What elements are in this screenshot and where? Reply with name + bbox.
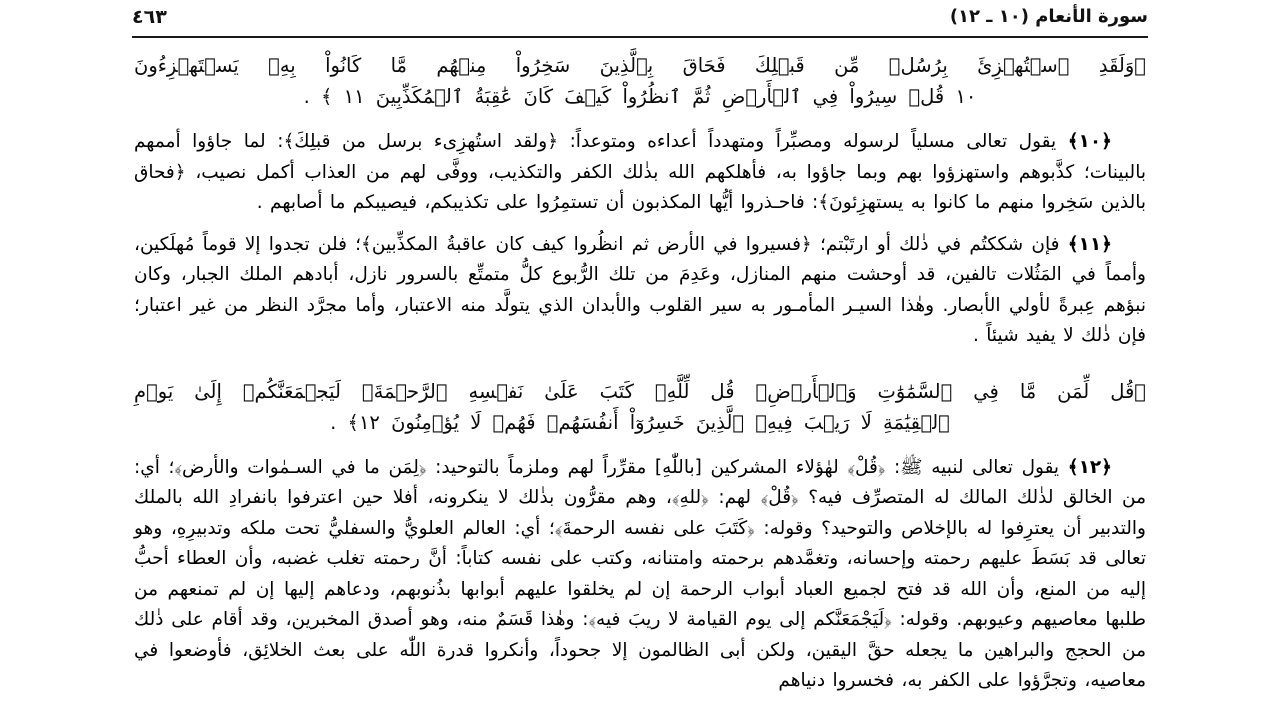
- block-spacer: [134, 354, 1146, 372]
- commentary-paragraph-verse-12: [134, 453, 1146, 697]
- paragraph-line: على بعث الخلائِق، فأوضعوا في معاصيه، وتجرَّؤوا على الكفر به، فخسروا دنياهم: [134, 639, 1146, 691]
- quran-line: ١٠ قُلۡ سِيرُواْ فِي ٱلۡأَرۡضِ ثُمَّ ٱنظُرُواْ كَيۡفَ كَانَ عَٰقِبَةُ ٱلۡمُكَذِّبِينَ ١١ ﴾ .: [303, 85, 977, 108]
- quran-quotation-block-2: [134, 376, 1146, 438]
- paragraph-line: لجميع العباد أبواب الرحمة إن لم يخلقوا عليهم أبوابها بذُنوبهم، ودعاهم إليها إن: [255, 578, 887, 600]
- paragraph-line: الملك الجبار، وكان نبؤهم عِبرةً لأولي الأبصار. وهٰذا السيـر المأمـور به سير: [134, 264, 1146, 316]
- block-spacer: [134, 444, 1146, 453]
- header-rule: [132, 36, 1148, 38]
- paragraph-line: والبراهين ما يجعله حقَّ اليقين، ولكن أبى الظالمون إلا جحوداً، وأنكروا قدرة اللّٰه: [399, 639, 1055, 661]
- running-head-surah-title: سورة الأنعام (١٠ ـ ١٢): [949, 6, 1148, 27]
- paragraph-line: نصيب، ﴿فحاق بالذين سَخِروا منهم ما كانوا به يستهزِئونَ﴾: فاحـذروا أيُّها: [134, 161, 1146, 213]
- paragraph-line: القلوب والأبدان الذي يتولَّد منه الاعتبار، وأما مجرَّد النظر من غير اعتبار؛ فإن: [134, 294, 1146, 346]
- paragraph-line: كان عاقبةُ المكذِّبين﴾؛ فلن تجدوا إلا قوماً مُهلَكين، وأمماً في المَثُلات تالفين، قد: [134, 233, 1146, 285]
- verse-marker-10: ﴿١٠﴾: [1067, 131, 1112, 152]
- quran-line: ﴿قُل لِّمَن مَّا فِي ٱلسَّمَٰوَٰتِ وَٱلۡأَرۡضِۖ قُل لِّلَّهِۚ كَتَبَ عَلَىٰ نَفۡسِهِ ٱلرَّحۡمَةَۚ لَيَجۡمَعَنَّكُمۡ إِلَىٰ يَوۡمِ: [134, 379, 1146, 403]
- verse-marker-11: ﴿١١﴾: [1067, 233, 1112, 255]
- quran-line: ٱلۡقِيَٰمَةِ لَا رَيۡبَ فِيهِۚ ٱلَّذِينَ خَسِرُوٓاْ أَنفُسَهُمۡ فَهُمۡ لَا يُؤۡمِنُونَ ١٢﴾ .: [330, 410, 950, 434]
- paragraph-line: كتاباً: أنَّ رحمته تغلب غضبه، وأن العطاء أحبُّ إليه من المنع، وأن الله قد فتح: [134, 548, 1146, 600]
- running-head: [132, 8, 1148, 38]
- commentary-paragraph-verse-11: [134, 230, 1146, 352]
- paragraph-line: أوحشت منهم المنازل، وعَدِمَ من تلك الرُّبوع كلُّ متمتِّع بالسرور نازل، أبادهم: [292, 264, 907, 285]
- paragraph-line: يقول تعالى مسلياً لرسوله ومصبِّراً ومتهدداً أعداءه ومتوعداً: ﴿ولقد: [513, 131, 1057, 152]
- paragraph-line: اعترفوا بانفرادِ الله بالملك والتدبير أن يعترِفوا له بالإخلاص والتوحيد؟ وقوله:: [134, 487, 1146, 539]
- paragraph-line: يقول تعالى لنبيه ﷺ: ﴿قُلْ﴾ لهٰؤلاء المشركين [باللّٰهِ] مقرِّراً لهم وملزماً: [508, 456, 1060, 478]
- paragraph-line: بالتوحيد: ﴿لِمَن ما في السـمٰوات والأرض﴾؛ أي: من الخالق لذٰلك المالك له: [134, 456, 1146, 508]
- verse-marker-12: ﴿١٢﴾: [1067, 456, 1112, 478]
- block-spacer: [134, 118, 1146, 127]
- block-spacer: [134, 221, 1146, 230]
- paragraph-line: المكذبون أن تستمِرُوا على تكذيبكم، فيصيبكم ما أصابهم .: [256, 192, 702, 213]
- paragraph-line: ﴿كَتَبَ على نفسه الرحمةَ﴾؛ أي: العالم العلويُّ والسفليُّ تحت ملكه وتدبيرِهِ، وهو: [134, 517, 755, 539]
- paragraph-line: تعالى قد بَسَطَ عليهم رحمته وإحسانه، وتغمَّدهم برحمته وامتنانه، وكتب على نفسه: [500, 548, 1147, 569]
- paragraph-line: ريبَ فيه﴾: وهٰذا قَسَمٌ منه، وهو أصدق المخبرين، وقد أقام على ذٰلك من الحجج: [134, 609, 1146, 661]
- text-column: [134, 46, 1146, 697]
- paragraph-line: لم تمنعهم من طلبها معاصيهم وعيوبهم. وقوله: ﴿لَيَجْمَعَنَّكم إلى يوم القيامة لا: [134, 578, 1146, 630]
- quran-line: ﴿وَلَقَدِ ٱسۡتُهۡزِئَ بِرُسُلٖ مِّن قَبۡلِكَ فَحَاقَ بِٱلَّذِينَ سَخِرُواْ مِنۡهُم مَّا كَانُواْ بِهِۦ يَسۡتَهۡزِءُونَ: [134, 54, 1146, 77]
- paragraph-line: ذٰلك لا يفيد شيئاً .: [973, 325, 1111, 346]
- paragraph-line: فإن شككتُم في ذٰلك أو ارتَبْتم؛ ﴿فسيروا في الأرض ثم انظُروا كيف: [531, 233, 1060, 255]
- paragraph-line: استُهزِىء برسل من قبلِكَ﴾: لما جاؤوا أممهم بالبينات؛ كذَّبوهم واستهزؤوا بهم: [134, 131, 1146, 183]
- paragraph-line: المتصرِّف فيه؟ ﴿قُلْ﴾ لهم: ﴿للهِ﴾، وهم مقرُّون بذٰلك لا ينكرونه، أفلا حين: [352, 487, 925, 508]
- paragraph-line: وبما جاؤوا به، فأهلكهم الله بذٰلك الكفر والتكذيب، ووفَّى لهم من العذاب أكمل: [255, 161, 887, 183]
- page-number: ٤٦٣: [132, 6, 167, 28]
- quran-quotation-block-1: [134, 50, 1146, 112]
- commentary-paragraph-verse-10: [134, 127, 1146, 219]
